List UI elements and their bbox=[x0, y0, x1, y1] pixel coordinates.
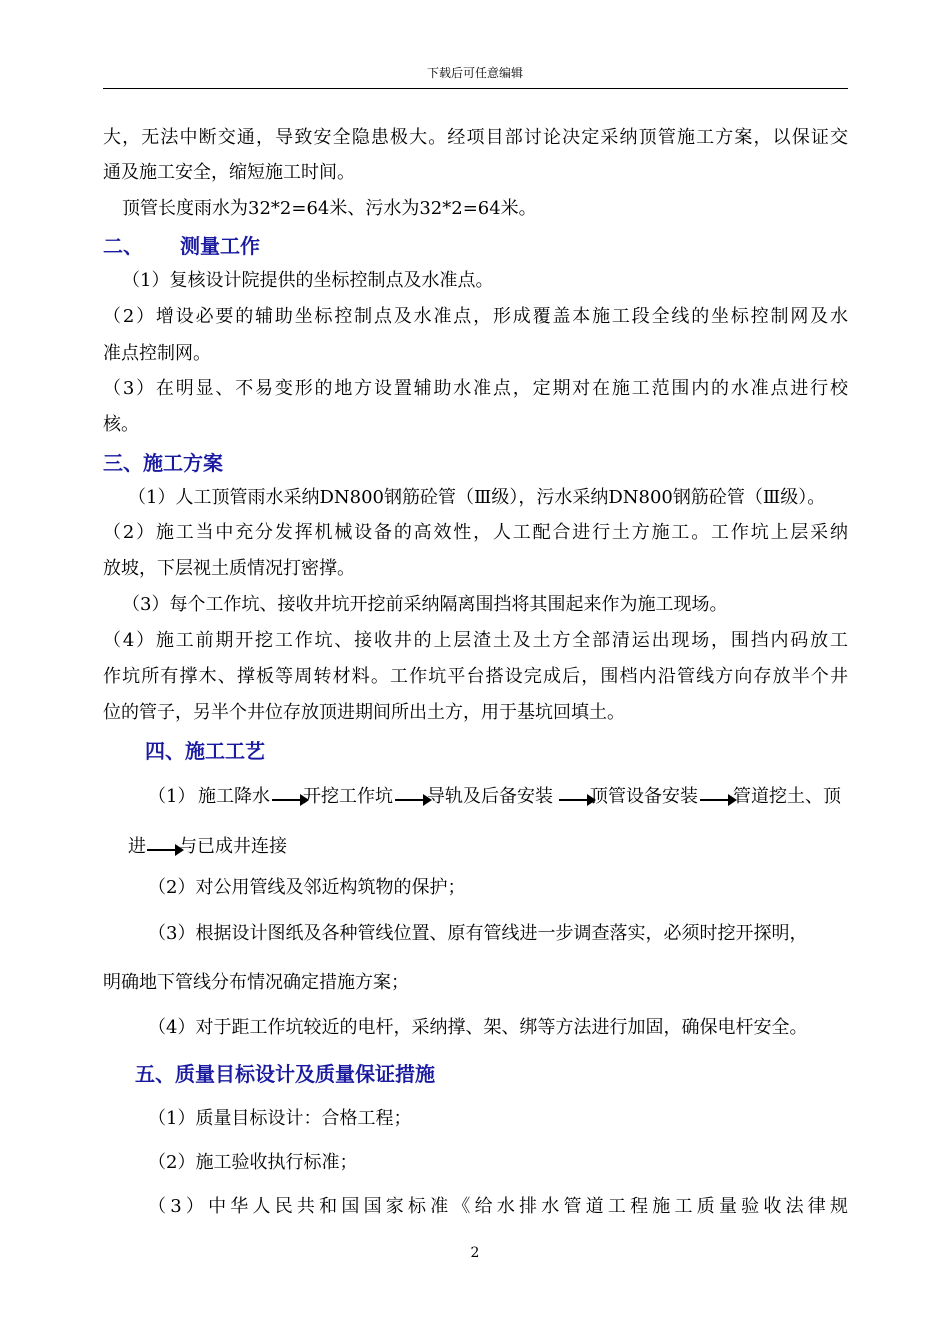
section-5-item-1: （1）质量目标设计：合格工程； bbox=[148, 1108, 412, 1129]
intro-line-3: 顶管长度雨水为32*2=64米、污水为32*2=64米。 bbox=[122, 198, 537, 219]
flow-step-2: 开挖工作坑 bbox=[303, 786, 393, 807]
section-4-item-4: （4）对于距工作坑较近的电杆，采纳撑、架、绑等方法进行加固，确保电杆安全。 bbox=[148, 1017, 808, 1038]
section-2-item-2-cont: 准点控制网。 bbox=[103, 343, 211, 364]
intro-line-1: 大，无法中断交通，导致安全隐患极大。经项目部讨论决定采纳顶管施工方案，以保证交 bbox=[103, 127, 848, 148]
section-5-item-2: （2）施工验收执行标准； bbox=[148, 1152, 358, 1173]
header-text: 下载后可任意编辑 bbox=[426, 66, 523, 80]
flow-step-1: 施工降水 bbox=[198, 786, 270, 807]
section-4-item-3-cont: 明确地下管线分布情况确定措施方案； bbox=[103, 972, 409, 993]
section-2-item-3: （3）在明显、不易变形的地方设置辅助水准点，定期对在施工范围内的水准点进行校 bbox=[103, 378, 848, 399]
section-3-item-4-cont-2: 位的管子，另半个井位存放顶进期间所出土方，用于基坑回填土。 bbox=[103, 702, 625, 723]
section-3-item-2-cont: 放坡，下层视土质情况打密撑。 bbox=[103, 558, 355, 579]
section-2-item-2: （2）增设必要的辅助坐标控制点及水准点，形成覆盖本施工段全线的坐标控制网及水 bbox=[103, 306, 848, 327]
section-4-item-2: （2）对公用管线及邻近构筑物的保护； bbox=[148, 877, 466, 898]
section-3-item-4: （4）施工前期开挖工作坑、接收井的上层渣土及土方全部清运出现场，围挡内码放工 bbox=[103, 630, 848, 651]
flow-step-3: 导轨及后备安装 bbox=[427, 786, 553, 807]
section-3-title: 三、施工方案 bbox=[103, 451, 223, 475]
right-arrow-icon bbox=[395, 782, 431, 812]
header-rule bbox=[103, 88, 848, 89]
flow-step-4: 顶管设备安装 bbox=[590, 786, 698, 807]
section-2-number: 二、 bbox=[103, 234, 143, 258]
section-3-item-1: （1）人工顶管雨水采纳DN800钢筋砼管（Ⅲ级），污水采纳DN800钢筋砼管（Ⅲ级）。 bbox=[128, 487, 826, 508]
flow-step-6: 与已成井连接 bbox=[179, 836, 287, 857]
flow-step-5-cont: 进 bbox=[128, 836, 146, 857]
right-arrow-icon bbox=[147, 832, 183, 862]
process-flow-cont bbox=[103, 832, 848, 862]
section-5-item-3: （3）中华人民共和国国家标准《给水排水管道工程施工质量验收法律规 bbox=[148, 1196, 848, 1217]
process-flow bbox=[103, 782, 848, 812]
section-2-item-1: （1）复核设计院提供的坐标控制点及水准点。 bbox=[122, 270, 494, 291]
section-3-item-2: （2）施工当中充分发挥机械设备的高效性，人工配合进行土方施工。工作坑上层采纳 bbox=[103, 522, 848, 543]
flow-prefix: （1） bbox=[148, 786, 196, 807]
page-number: 2 bbox=[470, 1245, 480, 1261]
intro-line-2: 通及施工安全，缩短施工时间。 bbox=[103, 162, 355, 183]
flow-step-5: 管道挖土、顶 bbox=[733, 786, 841, 807]
section-2-item-3-cont: 核。 bbox=[103, 414, 139, 435]
section-4-item-3: （3）根据设计图纸及各种管线位置、原有管线进一步调查落实，必须时挖开探明， bbox=[148, 923, 808, 944]
right-arrow-icon bbox=[700, 782, 736, 812]
section-3-item-4-cont-1: 作坑所有撑木、撑板等周转材料。工作坑平台搭设完成后，围档内沿管线方向存放半个井 bbox=[103, 666, 848, 687]
section-5-title: 五、质量目标设计及质量保证措施 bbox=[135, 1062, 435, 1086]
section-3-item-3: （3）每个工作坑、接收井坑开挖前采纳隔离围挡将其围起来作为施工现场。 bbox=[122, 594, 728, 615]
section-4-title: 四、施工工艺 bbox=[145, 739, 265, 763]
section-2-title: 测量工作 bbox=[180, 234, 260, 258]
